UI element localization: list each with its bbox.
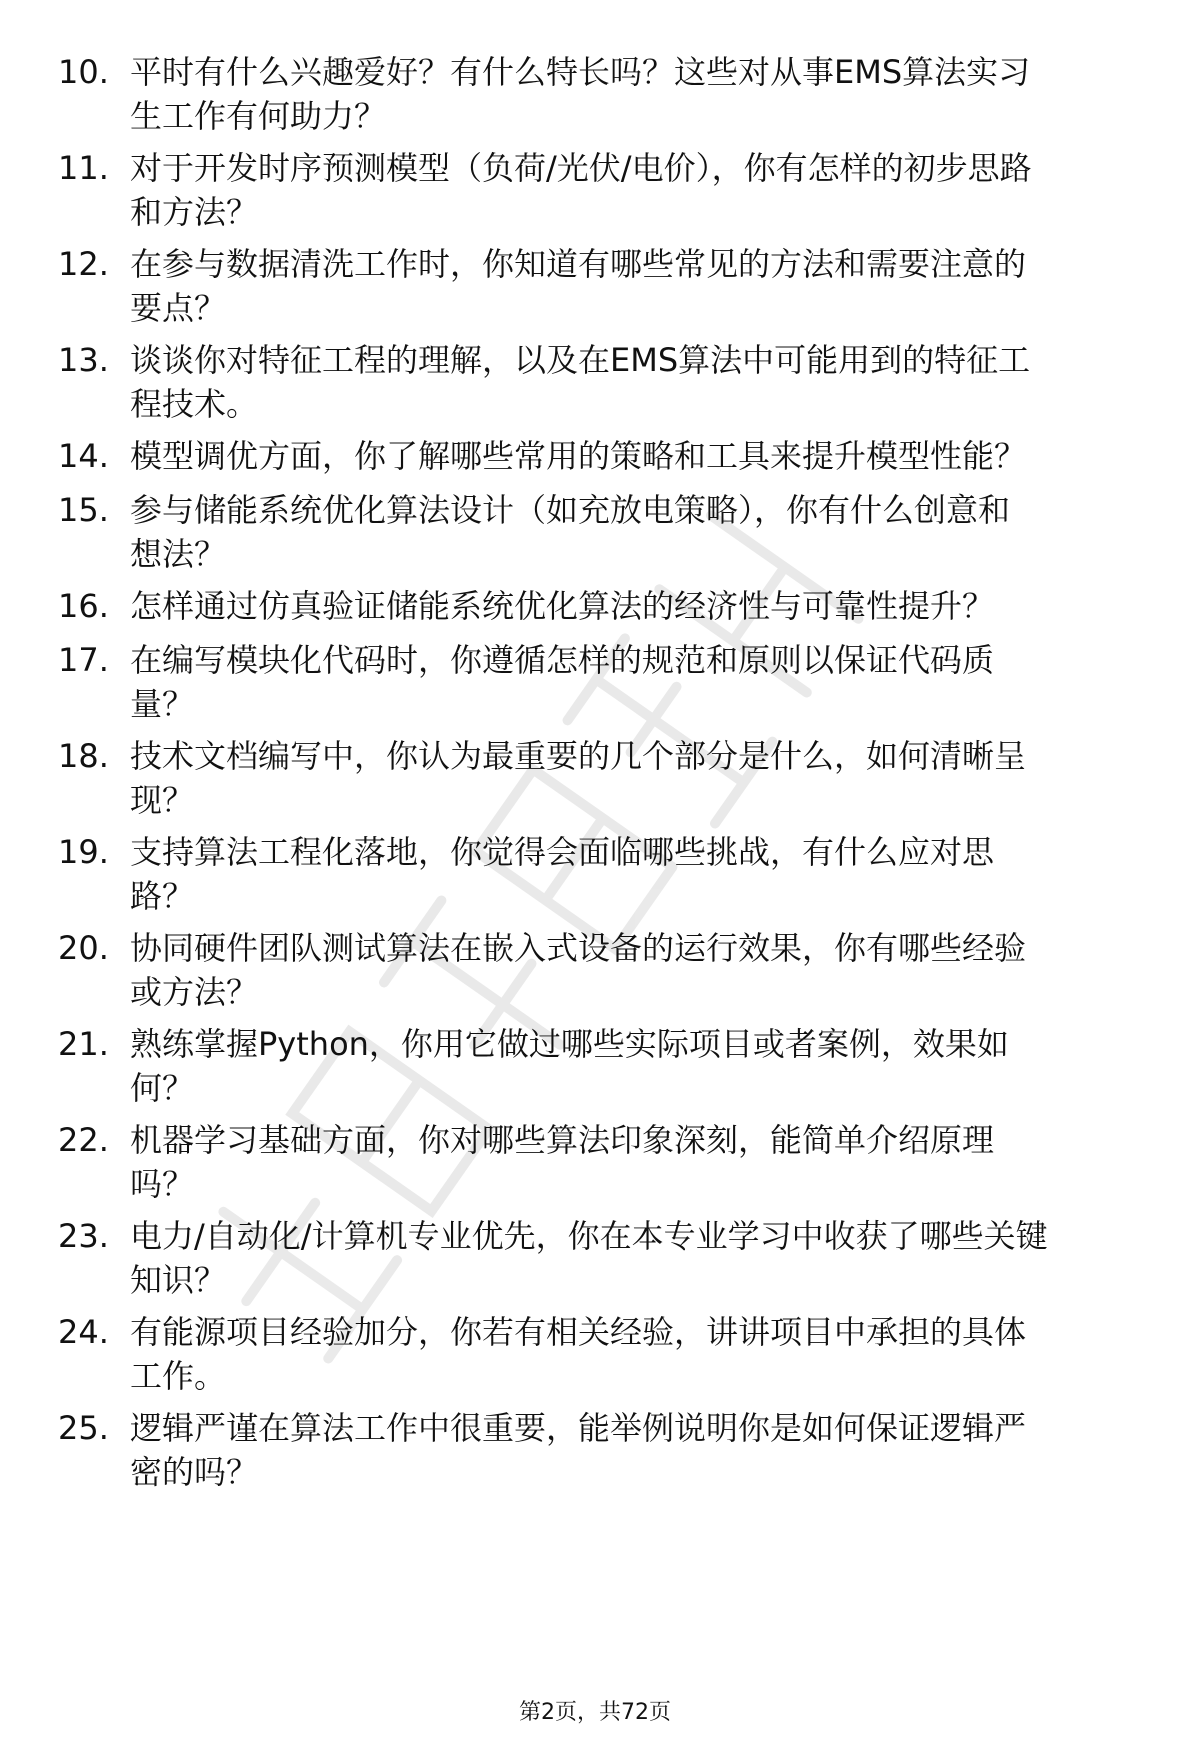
- question-text: 在参与数据清洗工作时，你知道有哪些常见的方法和需要注意的 要点？: [130, 245, 1027, 327]
- question-number: 22.: [58, 1121, 109, 1159]
- question-number: 21.: [58, 1025, 109, 1063]
- question-text: 熟练掌握Python，你用它做过哪些实际项目或者案例，效果如 何？: [130, 1025, 1009, 1107]
- question-number: 12.: [58, 245, 109, 283]
- question-number: 16.: [58, 587, 109, 625]
- question-number: 19.: [58, 833, 109, 871]
- question-text: 支持算法工程化落地，你觉得会面临哪些挑战，有什么应对思 路？: [130, 833, 995, 915]
- question-number: 17.: [58, 641, 109, 679]
- question-text: 有能源项目经验加分，你若有相关经验，讲讲项目中承担的具体 工作。: [130, 1313, 1027, 1395]
- question-number: 24.: [58, 1313, 109, 1351]
- question-text: 参与储能系统优化算法设计（如充放电策略），你有什么创意和 想法？: [130, 491, 1011, 573]
- question-number: 23.: [58, 1217, 109, 1255]
- question-number: 11.: [58, 149, 109, 187]
- question-text: 谈谈你对特征工程的理解，以及在EMS算法中可能用到的特征工 程技术。: [130, 341, 1031, 423]
- page-footer: 第2页，共72页: [519, 1700, 671, 1725]
- question-text: 电力/自动化/计算机专业优先，你在本专业学习中收获了哪些关键 知识？: [130, 1217, 1048, 1299]
- question-number: 10.: [58, 53, 109, 91]
- question-number: 14.: [58, 437, 109, 475]
- question-text: 怎样通过仿真验证储能系统优化算法的经济性与可靠性提升？: [130, 587, 995, 625]
- question-number: 25.: [58, 1409, 109, 1447]
- question-text: 在编写模块化代码时，你遵循怎样的规范和原则以保证代码质 量？: [130, 641, 995, 723]
- question-number: 20.: [58, 929, 109, 967]
- question-text: 协同硬件团队测试算法在嵌入式设备的运行效果，你有哪些经验 或方法？: [130, 929, 1027, 1011]
- question-text: 机器学习基础方面，你对哪些算法印象深刻，能简单介绍原理 吗？: [130, 1121, 995, 1203]
- question-number: 13.: [58, 341, 109, 379]
- question-text: 技术文档编写中，你认为最重要的几个部分是什么，如何清晰呈 现？: [130, 737, 1027, 819]
- question-text: 对于开发时序预测模型（负荷/光伏/电价），你有怎样的初步思路 和方法？: [130, 149, 1032, 231]
- question-number: 15.: [58, 491, 109, 529]
- question-number: 18.: [58, 737, 109, 775]
- question-text: 平时有什么兴趣爱好？有什么特长吗？这些对从事EMS算法实习 生工作有何助力？: [130, 53, 1031, 135]
- question-text: 逻辑严谨在算法工作中很重要，能举例说明你是如何保证逻辑严 密的吗？: [130, 1409, 1027, 1491]
- question-text: 模型调优方面，你了解哪些常用的策略和工具来提升模型性能？: [130, 437, 1027, 475]
